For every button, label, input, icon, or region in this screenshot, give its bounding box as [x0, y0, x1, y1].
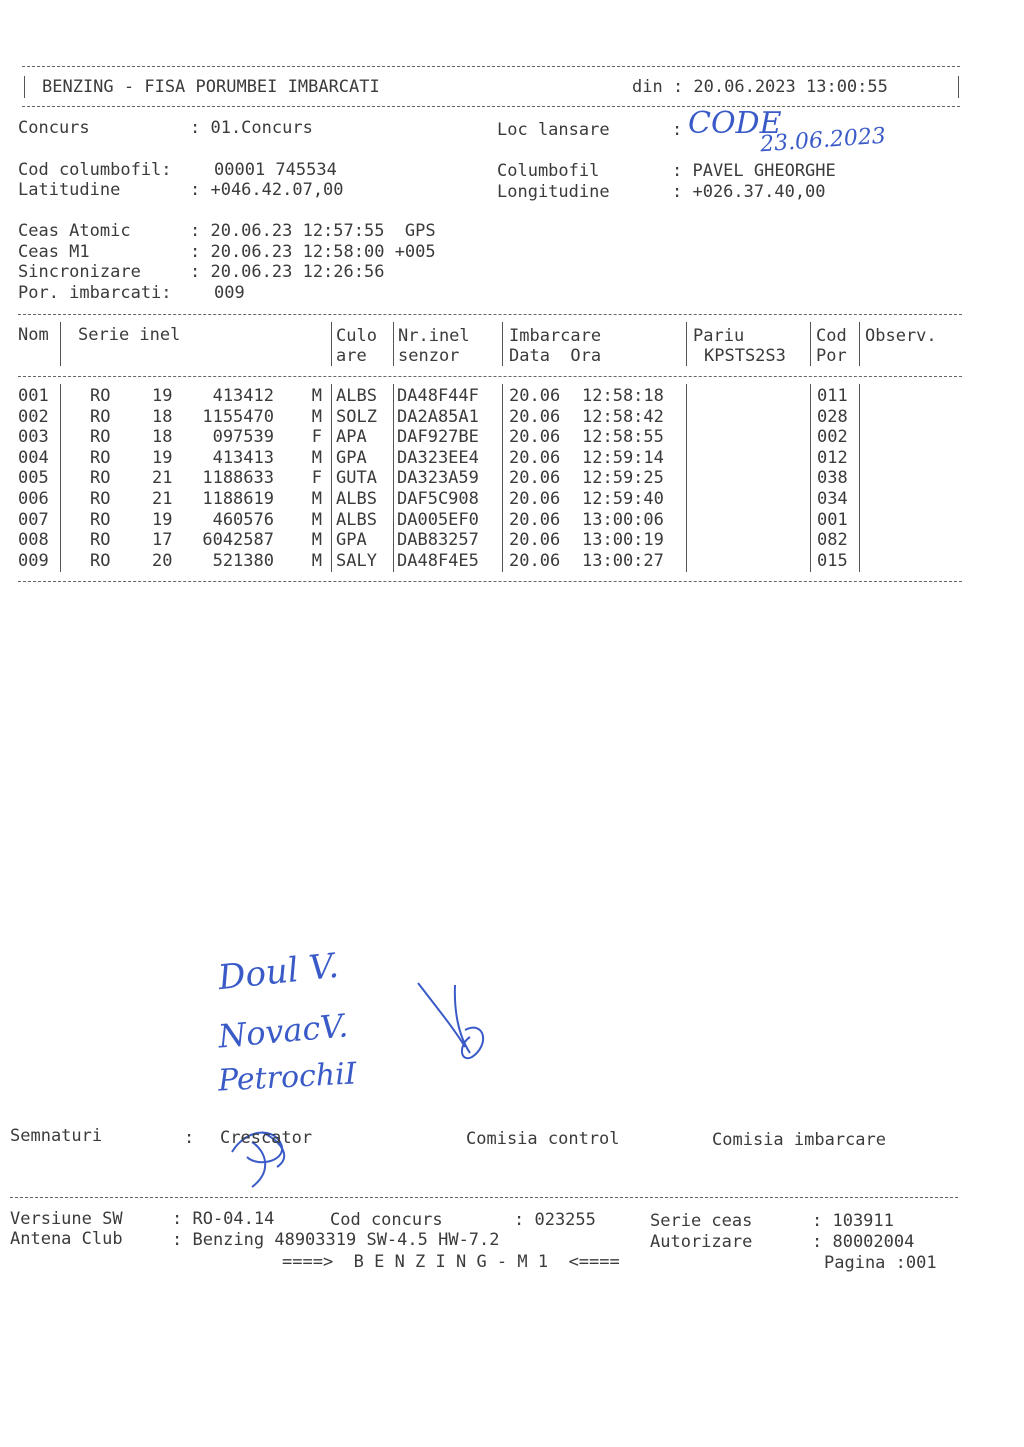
- table-cell-senzor: DA48F44F: [397, 386, 479, 406]
- serie-ceas-value: : 103911: [812, 1211, 894, 1231]
- table-cell-an: 18: [152, 427, 173, 448]
- table-cell-ora: 12:58:55: [582, 427, 664, 448]
- table-cell-culoare: ALBS: [336, 509, 377, 530]
- handwritten-name-1: Doul V.: [216, 945, 341, 999]
- table-cell-an: 21: [152, 489, 173, 509]
- table-cell-an: 19: [152, 386, 173, 406]
- table-top-rule: [18, 314, 962, 315]
- handwritten-date: 23.06.2023: [759, 123, 887, 158]
- table-cell-senzor: DA48F4E5: [397, 550, 479, 571]
- signature-scribble-1: [410, 975, 500, 1070]
- benzing-brand: ====> B E N Z I N G - M 1 <====: [282, 1252, 620, 1272]
- table-cell-senzor: DAF5C908: [397, 489, 479, 509]
- table-cell-an: 19: [152, 447, 173, 468]
- th-cod-2: Por: [816, 346, 847, 366]
- th-nr-inel-2: senzor: [398, 346, 460, 366]
- table-cell-sex: M: [311, 509, 322, 530]
- table-cell-tara: RO: [90, 550, 111, 571]
- cod-concurs-value: : 023255: [514, 1210, 596, 1230]
- semnaturi-colon: :: [184, 1128, 195, 1148]
- table-cell-an: 20: [152, 550, 173, 571]
- table-cell-inel: 1188619: [202, 489, 274, 509]
- header-top-rule: [22, 66, 960, 67]
- ceas-m1-value: : 20.06.23 12:58:00 +005: [190, 242, 436, 262]
- col-sep: [60, 322, 61, 366]
- th-observ: Observ.: [865, 326, 937, 346]
- table-cell-data: 20.06: [509, 427, 561, 448]
- table-cell-tara: RO: [90, 530, 111, 551]
- table-cell-cod: 034: [817, 489, 848, 509]
- sincronizare-label: Sincronizare: [18, 262, 141, 282]
- table-cell-culoare: APA: [336, 427, 367, 448]
- th-nom: Nom: [18, 325, 49, 345]
- th-nr-inel-1: Nr.inel: [398, 326, 470, 346]
- table-header-rule: [18, 376, 962, 377]
- table-cell-tara: RO: [90, 468, 111, 489]
- cod-columbofil-label: Cod columbofil:: [18, 160, 172, 180]
- col-sep: [810, 384, 811, 572]
- longitudine-label: Longitudine: [497, 182, 610, 202]
- table-cell-sex: M: [311, 530, 322, 551]
- table-cell-nom: 005: [18, 468, 49, 489]
- th-cod-1: Cod: [816, 326, 847, 346]
- table-cell-ora: 13:00:19: [582, 530, 664, 551]
- table-cell-sex: M: [311, 406, 322, 427]
- table-cell-nom: 006: [18, 489, 49, 509]
- table-cell-sex: M: [311, 447, 322, 468]
- signature-scribble-2: [222, 1112, 302, 1192]
- col-sep: [502, 384, 503, 572]
- table-cell-ora: 13:00:27: [582, 550, 664, 571]
- table-cell-inel: 521380: [212, 550, 274, 571]
- table-cell-cod: 012: [817, 447, 848, 468]
- comisia-imbarcare-label: Comisia imbarcare: [712, 1130, 886, 1150]
- table-cell-data: 20.06: [509, 386, 561, 406]
- col-sep: [686, 384, 687, 572]
- col-sep: [393, 322, 394, 366]
- cod-concurs-label: Cod concurs: [330, 1210, 443, 1230]
- th-pariu-2: KPSTS2S3: [704, 346, 786, 366]
- table-cell-culoare: GPA: [336, 447, 367, 468]
- table-cell-an: 18: [152, 406, 173, 427]
- table-cell-inel: 1188633: [202, 468, 274, 489]
- concurs-value: : 01.Concurs: [190, 118, 313, 138]
- th-pariu-1: Pariu: [693, 326, 745, 346]
- table-cell-senzor: DAF927BE: [397, 427, 479, 448]
- table-cell-an: 17: [152, 530, 173, 551]
- th-imbarcare-2: Data Ora: [509, 346, 602, 366]
- table-cell-data: 20.06: [509, 530, 561, 551]
- table-cell-tara: RO: [90, 489, 111, 509]
- loc-lansare-colon: :: [672, 120, 683, 140]
- ceas-atomic-value: : 20.06.23 12:57:55 GPS: [190, 221, 436, 241]
- col-sep: [686, 322, 687, 366]
- table-cell-data: 20.06: [509, 468, 561, 489]
- table-cell-sex: M: [311, 489, 322, 509]
- table-cell-inel: 6042587: [202, 530, 274, 551]
- col-sep: [331, 384, 332, 572]
- table-cell-culoare: ALBS: [336, 386, 377, 406]
- table-cell-cod: 011: [817, 386, 848, 406]
- table-cell-nom: 008: [18, 530, 49, 551]
- latitudine-value: : +046.42.07,00: [190, 180, 344, 200]
- th-culoare-1: Culo: [336, 326, 377, 346]
- por-imbarcati-value: 009: [214, 283, 245, 303]
- antena-label: Antena Club: [10, 1229, 123, 1249]
- loc-lansare-handwritten: CODE: [688, 106, 782, 141]
- table-cell-inel: 460576: [212, 509, 274, 530]
- col-sep: [393, 384, 394, 572]
- table-cell-cod: 038: [817, 468, 848, 489]
- antena-value: : Benzing 48903319 SW-4.5 HW-7.2: [172, 1230, 500, 1250]
- table-cell-sex: F: [311, 468, 322, 489]
- table-cell-ora: 12:59:14: [582, 447, 664, 468]
- table-cell-sex: M: [311, 550, 322, 571]
- handwritten-name-2: NovacV.: [216, 1006, 350, 1056]
- table-cell-culoare: SOLZ: [336, 406, 377, 427]
- table-cell-inel: 097539: [212, 427, 274, 448]
- table-cell-cod: 028: [817, 406, 848, 427]
- table-cell-culoare: ALBS: [336, 489, 377, 509]
- latitudine-label: Latitudine: [18, 180, 121, 200]
- table-cell-ora: 12:59:25: [582, 468, 664, 489]
- autorizare-label: Autorizare: [650, 1232, 753, 1252]
- table-cell-nom: 002: [18, 406, 49, 427]
- cod-columbofil-value: 00001 745534: [214, 160, 337, 180]
- th-serie-inel: Serie inel: [78, 325, 181, 345]
- concurs-label: Concurs: [18, 118, 90, 138]
- ceas-atomic-label: Ceas Atomic: [18, 221, 131, 241]
- table-cell-tara: RO: [90, 509, 111, 530]
- ceas-m1-label: Ceas M1: [18, 242, 90, 262]
- th-imbarcare-1: Imbarcare: [509, 326, 602, 346]
- table-cell-data: 20.06: [509, 550, 561, 571]
- versiune-label: Versiune SW: [10, 1209, 123, 1229]
- table-cell-tara: RO: [90, 427, 111, 448]
- table-cell-ora: 12:58:42: [582, 406, 664, 427]
- sincronizare-value: : 20.06.23 12:26:56: [190, 262, 385, 282]
- table-cell-culoare: GUTA: [336, 468, 377, 489]
- table-cell-nom: 007: [18, 509, 49, 530]
- table-cell-ora: 12:59:40: [582, 489, 664, 509]
- table-cell-nom: 004: [18, 447, 49, 468]
- table-cell-inel: 413413: [212, 447, 274, 468]
- table-cell-inel: 1155470: [202, 406, 274, 427]
- longitudine-value: : +026.37.40,00: [672, 182, 826, 202]
- document-date: din : 20.06.2023 13:00:55: [632, 77, 888, 97]
- table-cell-data: 20.06: [509, 447, 561, 468]
- table-cell-sex: M: [311, 386, 322, 406]
- autorizare-value: : 80002004: [812, 1232, 915, 1252]
- handwritten-name-3: PetrochiI: [217, 1056, 358, 1099]
- table-bottom-rule: [18, 581, 962, 582]
- versiune-value: : RO-04.14: [172, 1209, 275, 1229]
- table-cell-data: 20.06: [509, 406, 561, 427]
- table-cell-senzor: DA005EF0: [397, 509, 479, 530]
- table-cell-tara: RO: [90, 406, 111, 427]
- col-sep: [859, 322, 860, 366]
- table-cell-sex: F: [311, 427, 322, 448]
- table-cell-ora: 13:00:06: [582, 509, 664, 530]
- table-cell-an: 19: [152, 509, 173, 530]
- header-left-bar: [24, 76, 25, 98]
- table-cell-nom: 009: [18, 550, 49, 571]
- col-sep: [331, 322, 332, 366]
- footer-rule: [10, 1197, 958, 1198]
- table-cell-cod: 002: [817, 427, 848, 448]
- col-sep: [859, 384, 860, 572]
- crescator-label: Crescator: [220, 1128, 313, 1148]
- page-number: Pagina :001: [824, 1253, 937, 1273]
- table-cell-cod: 001: [817, 509, 848, 530]
- table-cell-senzor: DA323A59: [397, 468, 479, 489]
- table-cell-culoare: SALY: [336, 550, 377, 571]
- table-cell-senzor: DAB83257: [397, 530, 479, 551]
- header-bottom-rule: [22, 106, 960, 107]
- serie-ceas-label: Serie ceas: [650, 1211, 753, 1231]
- document-title: BENZING - FISA PORUMBEI IMBARCATI: [42, 77, 380, 97]
- col-sep: [810, 322, 811, 366]
- table-cell-senzor: DA2A85A1: [397, 406, 479, 427]
- table-cell-tara: RO: [90, 386, 111, 406]
- header-right-bar: [958, 76, 959, 98]
- table-cell-nom: 003: [18, 427, 49, 448]
- columbofil-value: : PAVEL GHEORGHE: [672, 161, 836, 181]
- col-sep: [502, 322, 503, 366]
- table-cell-cod: 082: [817, 530, 848, 551]
- table-cell-ora: 12:58:18: [582, 386, 664, 406]
- semnaturi-label: Semnaturi: [10, 1126, 103, 1146]
- col-sep: [60, 384, 61, 572]
- por-imbarcati-label: Por. imbarcati:: [18, 283, 172, 303]
- table-cell-senzor: DA323EE4: [397, 447, 479, 468]
- table-cell-an: 21: [152, 468, 173, 489]
- th-culoare-2: are: [336, 346, 367, 366]
- table-cell-cod: 015: [817, 550, 848, 571]
- table-cell-data: 20.06: [509, 509, 561, 530]
- comisia-control-label: Comisia control: [466, 1129, 620, 1149]
- columbofil-label: Columbofil: [497, 161, 600, 181]
- loc-lansare-label: Loc lansare: [497, 120, 610, 140]
- table-cell-culoare: GPA: [336, 530, 367, 551]
- table-cell-tara: RO: [90, 447, 111, 468]
- table-cell-inel: 413412: [212, 386, 274, 406]
- table-cell-nom: 001: [18, 386, 49, 406]
- table-cell-data: 20.06: [509, 489, 561, 509]
